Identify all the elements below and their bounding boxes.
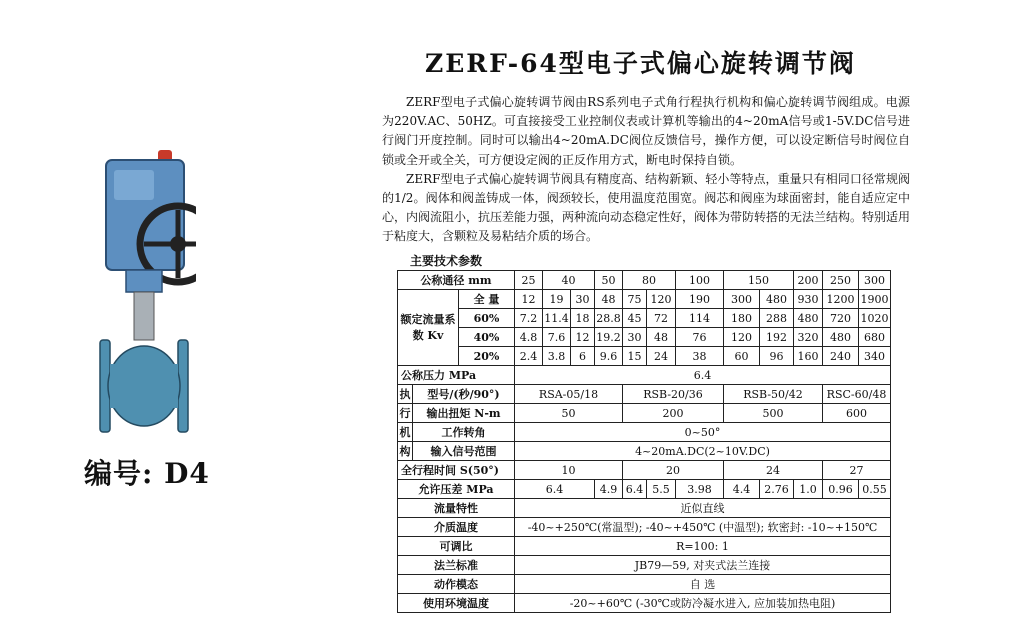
table-cell: 18	[571, 309, 595, 328]
table-row	[398, 556, 891, 575]
table-cell: 480	[760, 290, 794, 309]
table-cell: 50	[515, 404, 623, 423]
table-cell: 80	[623, 271, 676, 290]
table-cell: 25	[515, 271, 543, 290]
row-label: 动作模态	[398, 575, 515, 594]
table-row	[398, 575, 891, 594]
table-row	[398, 461, 891, 480]
table-cell: 1900	[859, 290, 891, 309]
table-cell: 12	[571, 328, 595, 347]
table-cell: 200	[623, 404, 724, 423]
row-label: 可调比	[398, 537, 515, 556]
table-cell: 5.5	[647, 480, 676, 499]
table-cell: 6.4	[623, 480, 647, 499]
table-cell: 150	[724, 271, 794, 290]
table-cell: 4.8	[515, 328, 543, 347]
row-label: 20%	[459, 347, 515, 366]
table-cell: 1200	[823, 290, 859, 309]
table-cell: 500	[724, 404, 823, 423]
row-label: 全 量	[459, 290, 515, 309]
row-label: 使用环境温度	[398, 594, 515, 613]
table-cell: 40	[543, 271, 595, 290]
table-cell: 76	[676, 328, 724, 347]
valve-body-pipe	[110, 364, 178, 408]
table-row	[398, 290, 891, 309]
row-label: 允许压差 MPa	[398, 480, 515, 499]
table-row	[398, 366, 891, 385]
table-cell: 300	[724, 290, 760, 309]
page-title: ZERF-64型电子式偏心旋转调节阀	[425, 49, 856, 78]
table-cell: 6.4	[515, 366, 891, 385]
table-cell: 48	[595, 290, 623, 309]
row-label: 全行程时间 S(50°)	[398, 461, 515, 480]
table-cell: 120	[647, 290, 676, 309]
row-label: 型号/(秒/90°)	[413, 385, 515, 404]
table-cell: 4~20mA.DC(2~10V.DC)	[515, 442, 891, 461]
product-code: 编号: D4	[84, 457, 210, 490]
table-cell: 240	[823, 347, 859, 366]
table-cell: 1020	[859, 309, 891, 328]
description-paragraph-2: ZERF型电子式偏心旋转调节阀具有精度高、结构新颖、轻小等特点，重量只有相同口径常规阀的1/2。阀体和阀盖铸成一体，阀颈较长，使用温度范围宽。阀芯和阀座为球面密封，能自适应定中心，内阀流阻小，抗压差能力强，两种流向动态稳定性好，阀体为带防转搭的无法兰结构。特别适用于粘度大，含颗粒及易粘结介质的场合。	[382, 171, 911, 244]
table-cell: 60	[724, 347, 760, 366]
table-cell: 28.8	[595, 309, 623, 328]
table-cell: 96	[760, 347, 794, 366]
table-cell: 2.76	[760, 480, 794, 499]
table-row	[398, 404, 891, 423]
table-row	[398, 347, 891, 366]
table-cell: 930	[794, 290, 823, 309]
table-row	[398, 442, 891, 461]
actuator-side-label: 行	[398, 404, 413, 423]
table-cell: 12	[515, 290, 543, 309]
actuator-base	[126, 270, 162, 292]
table-cell: JB79—59, 对夹式法兰连接	[515, 556, 891, 575]
table-cell: 192	[760, 328, 794, 347]
actuator-side-label: 构	[398, 442, 413, 461]
kv-label: 额定流量系数 Kv	[398, 290, 459, 366]
table-cell: 19	[543, 290, 571, 309]
row-label: 输出扭矩 N-m	[413, 404, 515, 423]
table-cell: 9.6	[595, 347, 623, 366]
spec-table	[397, 270, 891, 613]
table-cell: 24	[647, 347, 676, 366]
table-row	[398, 423, 891, 442]
table-cell: 30	[623, 328, 647, 347]
table-cell: 20	[623, 461, 724, 480]
table-cell: 15	[623, 347, 647, 366]
table-cell: 1.0	[794, 480, 823, 499]
table-cell: 480	[823, 328, 859, 347]
table-cell: 3.98	[676, 480, 724, 499]
valve-stem	[134, 292, 154, 340]
table-cell: 190	[676, 290, 724, 309]
table-cell: 0.96	[823, 480, 859, 499]
actuator-side-label: 执	[398, 385, 413, 404]
header-nominal-dia: 公称通径 mm	[398, 271, 515, 290]
table-cell: -20~+60℃ (-30℃或防冷凝水进入, 应加装加热电阻)	[515, 594, 891, 613]
table-cell: 30	[571, 290, 595, 309]
table-cell: RSB-20/36	[623, 385, 724, 404]
table-cell: 160	[794, 347, 823, 366]
table-cell: 4.4	[724, 480, 760, 499]
row-label: 公称压力 MPa	[398, 366, 515, 385]
table-cell: 75	[623, 290, 647, 309]
table-cell: 6	[571, 347, 595, 366]
row-label: 流量特性	[398, 499, 515, 518]
table-cell: 19.2	[595, 328, 623, 347]
table-cell: R=100: 1	[515, 537, 891, 556]
table-cell: 38	[676, 347, 724, 366]
table-row	[398, 499, 891, 518]
table-cell: 11.4	[543, 309, 571, 328]
table-cell: 120	[724, 328, 760, 347]
row-label: 工作转角	[413, 423, 515, 442]
table-cell: 4.9	[595, 480, 623, 499]
actuator-side-label: 机	[398, 423, 413, 442]
table-cell: -40~+250℃(常温型); -40~+450℃ (中温型); 软密封: -10~+150℃	[515, 518, 891, 537]
row-label: 40%	[459, 328, 515, 347]
table-row	[398, 518, 891, 537]
table-cell: 300	[859, 271, 891, 290]
table-cell: 0.55	[859, 480, 891, 499]
table-cell: 600	[823, 404, 891, 423]
table-cell: 480	[794, 309, 823, 328]
table-row	[398, 385, 891, 404]
table-cell: 45	[623, 309, 647, 328]
row-label: 介质温度	[398, 518, 515, 537]
table-cell: 250	[823, 271, 859, 290]
table-row	[398, 309, 891, 328]
table-cell: 0~50°	[515, 423, 891, 442]
table-row	[398, 480, 891, 499]
table-cell: 6.4	[515, 480, 595, 499]
table-cell: 100	[676, 271, 724, 290]
row-label: 输入信号范围	[413, 442, 515, 461]
table-row	[398, 328, 891, 347]
row-label: 60%	[459, 309, 515, 328]
table-row	[398, 537, 891, 556]
table-cell: 50	[595, 271, 623, 290]
table-cell: 288	[760, 309, 794, 328]
table-cell: 24	[724, 461, 823, 480]
table-cell: 48	[647, 328, 676, 347]
table-cell: 7.2	[515, 309, 543, 328]
table-cell: 200	[794, 271, 823, 290]
description-paragraph-1: ZERF型电子式偏心旋转调节阀由RS系列电子式角行程执行机构和偏心旋转调节阀组成。电源为220V.AC、50HZ。可直接接受工业控制仪表或计算机等输出的4~20mA信号或1-5V.DC信号进行阀门开度控制。同时可以输出4~20mA.DC阀位反馈信号，操作方便，可以设定断信号时阀位自锁或全开或全关，可方便设定阀的正反作用方式，断电时保持自锁。	[382, 95, 910, 167]
valve-product-image	[96, 150, 196, 445]
table-cell: 自 选	[515, 575, 891, 594]
actuator-cover	[114, 170, 154, 200]
table-row	[398, 271, 891, 290]
table-cell: 7.6	[543, 328, 571, 347]
table-cell: 114	[676, 309, 724, 328]
table-row	[398, 594, 891, 613]
table-cell: 720	[823, 309, 859, 328]
table-cell: RSA-05/18	[515, 385, 623, 404]
table-cell: 10	[515, 461, 623, 480]
spec-heading: 主要技术参数	[410, 254, 483, 268]
table-cell: RSC-60/48	[823, 385, 891, 404]
table-cell: 27	[823, 461, 891, 480]
table-cell: 340	[859, 347, 891, 366]
table-cell: 180	[724, 309, 760, 328]
table-cell: RSB-50/42	[724, 385, 823, 404]
table-cell: 72	[647, 309, 676, 328]
table-cell: 680	[859, 328, 891, 347]
table-cell: 3.8	[543, 347, 571, 366]
description	[382, 93, 910, 247]
table-cell: 近似直线	[515, 499, 891, 518]
table-cell: 320	[794, 328, 823, 347]
row-label: 法兰标准	[398, 556, 515, 575]
table-cell: 2.4	[515, 347, 543, 366]
